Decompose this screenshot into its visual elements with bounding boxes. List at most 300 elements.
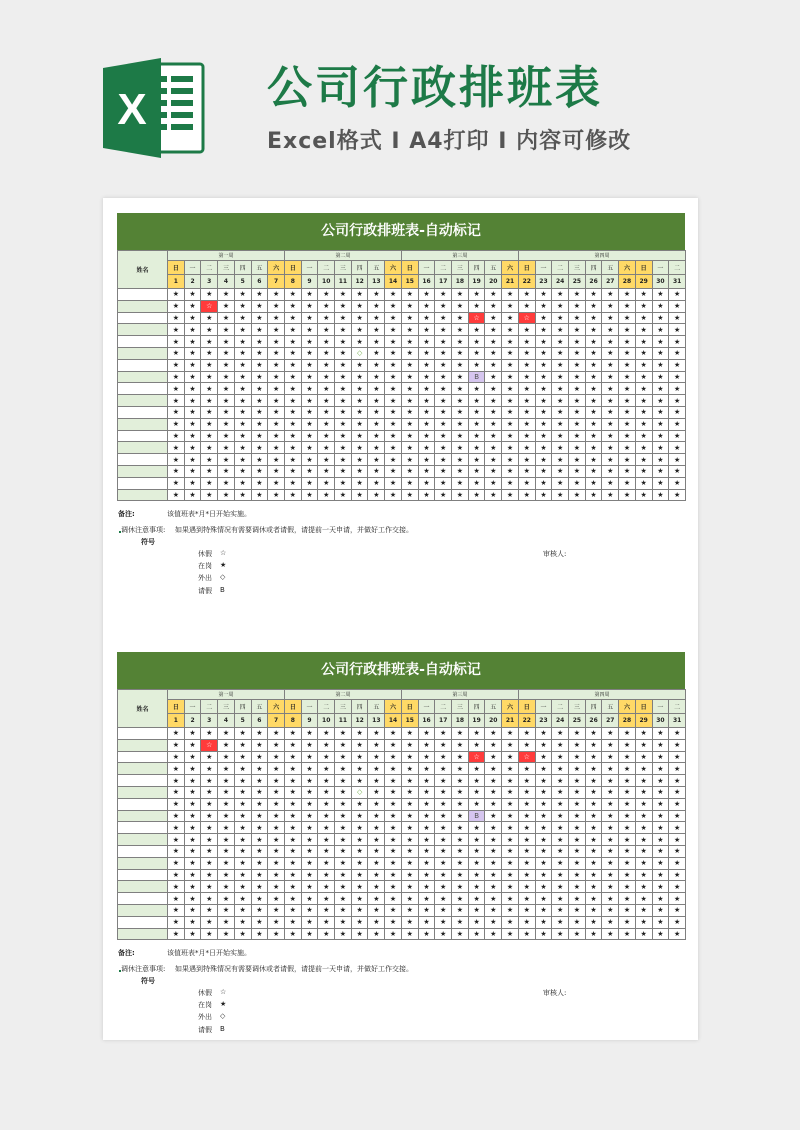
schedule-cell[interactable]: ★ [335,395,352,407]
schedule-cell[interactable]: ★ [318,324,335,336]
schedule-cell[interactable]: ★ [368,845,385,857]
schedule-cell[interactable]: ★ [284,336,301,348]
schedule-cell[interactable]: ★ [635,857,652,869]
schedule-cell[interactable]: ★ [335,347,352,359]
employee-name-cell[interactable] [118,383,168,395]
schedule-cell[interactable]: ★ [652,289,669,301]
schedule-cell[interactable]: ★ [184,822,201,834]
schedule-cell[interactable]: ★ [569,477,586,489]
schedule-cell[interactable]: ★ [201,916,218,928]
schedule-cell[interactable]: ★ [585,845,602,857]
schedule-cell[interactable]: ★ [201,418,218,430]
schedule-cell[interactable]: ★ [552,336,569,348]
schedule-cell[interactable]: ★ [168,383,185,395]
schedule-cell[interactable]: ★ [485,406,502,418]
schedule-cell[interactable]: ★ [585,312,602,324]
schedule-cell[interactable]: ★ [318,489,335,501]
schedule-cell[interactable]: ★ [485,324,502,336]
schedule-cell[interactable]: ★ [518,786,535,798]
schedule-cell[interactable]: ★ [168,751,185,763]
schedule-cell[interactable]: ★ [619,728,636,740]
schedule-cell[interactable]: ★ [234,289,251,301]
schedule-cell[interactable]: ★ [218,728,235,740]
schedule-cell[interactable]: ★ [535,786,552,798]
schedule-cell[interactable]: ★ [284,324,301,336]
schedule-cell[interactable]: ★ [284,928,301,940]
schedule-cell[interactable]: ★ [385,822,402,834]
schedule-cell[interactable]: ★ [268,489,285,501]
schedule-cell[interactable]: ★ [385,728,402,740]
schedule-cell[interactable]: ★ [619,418,636,430]
schedule-cell[interactable]: ★ [368,739,385,751]
schedule-cell[interactable]: ★ [368,359,385,371]
schedule-cell[interactable]: ★ [669,395,686,407]
schedule-cell[interactable]: ★ [284,430,301,442]
schedule-cell[interactable]: ★ [318,312,335,324]
schedule-cell[interactable]: ★ [602,477,619,489]
schedule-cell[interactable]: ★ [318,359,335,371]
schedule-cell[interactable]: ★ [552,810,569,822]
schedule-cell[interactable]: ★ [518,857,535,869]
schedule-cell[interactable]: ★ [234,489,251,501]
schedule-cell[interactable]: ★ [602,928,619,940]
schedule-cell[interactable]: ★ [385,798,402,810]
schedule-cell[interactable]: ★ [535,442,552,454]
schedule-cell[interactable]: ★ [218,857,235,869]
schedule-cell[interactable]: ★ [552,312,569,324]
schedule-cell[interactable]: B [468,371,485,383]
schedule-cell[interactable]: ★ [184,359,201,371]
schedule-cell[interactable]: ★ [351,406,368,418]
schedule-cell[interactable]: ★ [435,763,452,775]
schedule-cell[interactable]: ☆ [201,739,218,751]
schedule-cell[interactable]: ★ [301,312,318,324]
schedule-cell[interactable]: ★ [168,834,185,846]
schedule-cell[interactable]: ★ [468,857,485,869]
schedule-cell[interactable]: ★ [401,869,418,881]
schedule-cell[interactable]: ★ [301,904,318,916]
schedule-cell[interactable]: ★ [468,477,485,489]
schedule-cell[interactable]: ★ [468,798,485,810]
schedule-cell[interactable]: ★ [635,928,652,940]
schedule-cell[interactable]: ★ [284,300,301,312]
schedule-cell[interactable]: ★ [401,489,418,501]
schedule-cell[interactable]: ★ [418,324,435,336]
schedule-cell[interactable]: ★ [602,383,619,395]
schedule-cell[interactable]: ★ [435,786,452,798]
schedule-cell[interactable]: ★ [301,739,318,751]
schedule-cell[interactable]: ★ [669,289,686,301]
schedule-cell[interactable]: ★ [669,465,686,477]
schedule-cell[interactable]: ★ [569,763,586,775]
schedule-cell[interactable]: ★ [318,347,335,359]
schedule-cell[interactable]: ★ [635,371,652,383]
schedule-cell[interactable]: ★ [301,786,318,798]
schedule-cell[interactable]: ★ [619,916,636,928]
schedule-cell[interactable]: ★ [184,904,201,916]
schedule-cell[interactable]: ★ [485,300,502,312]
schedule-cell[interactable]: ★ [468,454,485,466]
schedule-cell[interactable]: ★ [518,465,535,477]
schedule-cell[interactable]: ☆ [518,312,535,324]
schedule-cell[interactable]: ★ [418,728,435,740]
schedule-cell[interactable]: ★ [368,324,385,336]
schedule-cell[interactable]: ★ [468,881,485,893]
schedule-cell[interactable]: ★ [335,465,352,477]
schedule-cell[interactable]: ★ [452,359,469,371]
schedule-cell[interactable]: ★ [602,798,619,810]
schedule-cell[interactable]: ★ [234,786,251,798]
schedule-cell[interactable]: ★ [418,916,435,928]
schedule-cell[interactable]: ★ [335,845,352,857]
schedule-cell[interactable]: ★ [468,869,485,881]
schedule-cell[interactable]: ★ [385,751,402,763]
schedule-cell[interactable]: ★ [385,881,402,893]
schedule-cell[interactable]: ★ [535,300,552,312]
schedule-cell[interactable]: ★ [552,477,569,489]
schedule-cell[interactable]: ★ [569,336,586,348]
schedule-cell[interactable]: ★ [669,845,686,857]
schedule-cell[interactable]: ★ [351,810,368,822]
schedule-cell[interactable]: ★ [184,347,201,359]
schedule-cell[interactable]: ★ [184,371,201,383]
schedule-cell[interactable]: ★ [401,881,418,893]
schedule-cell[interactable]: ★ [569,465,586,477]
schedule-cell[interactable]: ★ [569,406,586,418]
schedule-cell[interactable]: ★ [301,371,318,383]
schedule-cell[interactable]: ★ [284,857,301,869]
schedule-cell[interactable]: ★ [251,371,268,383]
schedule-cell[interactable]: ★ [452,834,469,846]
schedule-cell[interactable]: ★ [552,751,569,763]
schedule-cell[interactable]: ★ [168,786,185,798]
schedule-cell[interactable]: ★ [485,775,502,787]
schedule-cell[interactable]: ★ [535,336,552,348]
schedule-cell[interactable]: ★ [234,418,251,430]
schedule-cell[interactable]: ★ [184,477,201,489]
schedule-cell[interactable]: ★ [652,751,669,763]
schedule-cell[interactable]: ★ [435,300,452,312]
schedule-cell[interactable]: ★ [669,371,686,383]
schedule-cell[interactable]: ★ [452,300,469,312]
schedule-cell[interactable]: ★ [201,347,218,359]
schedule-cell[interactable]: ★ [502,845,519,857]
schedule-cell[interactable]: ★ [335,916,352,928]
schedule-cell[interactable]: ★ [585,893,602,905]
schedule-cell[interactable]: ★ [335,904,352,916]
schedule-cell[interactable]: ★ [535,418,552,430]
schedule-cell[interactable]: ★ [502,916,519,928]
schedule-cell[interactable]: ★ [251,454,268,466]
schedule-cell[interactable]: ★ [351,289,368,301]
schedule-cell[interactable]: ★ [301,845,318,857]
schedule-cell[interactable]: ★ [518,359,535,371]
schedule-cell[interactable]: ★ [635,442,652,454]
schedule-cell[interactable]: ★ [301,928,318,940]
schedule-cell[interactable]: ★ [301,359,318,371]
schedule-cell[interactable]: ★ [602,418,619,430]
schedule-cell[interactable]: ★ [652,775,669,787]
schedule-cell[interactable]: ★ [251,834,268,846]
schedule-cell[interactable]: ★ [234,916,251,928]
schedule-cell[interactable]: ★ [485,489,502,501]
schedule-cell[interactable]: ★ [301,289,318,301]
schedule-cell[interactable]: ★ [619,763,636,775]
schedule-cell[interactable]: ★ [234,406,251,418]
schedule-cell[interactable]: ★ [485,810,502,822]
schedule-cell[interactable]: ★ [602,763,619,775]
schedule-cell[interactable]: ★ [635,347,652,359]
schedule-cell[interactable]: ★ [251,489,268,501]
schedule-cell[interactable]: ★ [385,347,402,359]
schedule-cell[interactable]: ★ [234,822,251,834]
employee-name-cell[interactable] [118,371,168,383]
schedule-cell[interactable]: ★ [635,751,652,763]
schedule-cell[interactable]: ★ [619,300,636,312]
schedule-cell[interactable]: ★ [502,406,519,418]
schedule-cell[interactable]: ★ [652,418,669,430]
schedule-cell[interactable]: ★ [552,465,569,477]
schedule-cell[interactable]: ★ [318,442,335,454]
schedule-cell[interactable]: ★ [652,786,669,798]
schedule-cell[interactable]: ★ [218,775,235,787]
schedule-cell[interactable]: ★ [368,834,385,846]
employee-name-cell[interactable] [118,324,168,336]
schedule-cell[interactable]: ☆ [468,751,485,763]
schedule-cell[interactable]: ★ [485,418,502,430]
schedule-cell[interactable]: ★ [234,312,251,324]
schedule-cell[interactable]: ★ [569,395,586,407]
schedule-cell[interactable]: ★ [535,465,552,477]
schedule-cell[interactable]: ★ [301,300,318,312]
schedule-cell[interactable]: ★ [635,845,652,857]
employee-name-cell[interactable] [118,775,168,787]
schedule-cell[interactable]: ★ [318,857,335,869]
schedule-cell[interactable]: ★ [335,834,352,846]
schedule-cell[interactable]: ★ [251,336,268,348]
schedule-cell[interactable]: ★ [468,359,485,371]
schedule-cell[interactable]: ★ [418,347,435,359]
employee-name-cell[interactable] [118,395,168,407]
schedule-cell[interactable]: ★ [335,430,352,442]
schedule-cell[interactable]: ★ [485,454,502,466]
schedule-cell[interactable]: ★ [485,904,502,916]
schedule-cell[interactable]: ★ [485,728,502,740]
schedule-cell[interactable]: ★ [485,289,502,301]
schedule-cell[interactable]: ★ [368,751,385,763]
schedule-cell[interactable]: ★ [168,916,185,928]
schedule-cell[interactable]: ★ [535,728,552,740]
schedule-cell[interactable]: ★ [452,289,469,301]
schedule-cell[interactable]: ★ [284,869,301,881]
schedule-cell[interactable]: ★ [251,786,268,798]
schedule-cell[interactable]: ★ [401,324,418,336]
schedule-cell[interactable]: ★ [385,857,402,869]
schedule-cell[interactable]: ★ [468,395,485,407]
schedule-cell[interactable]: ★ [351,763,368,775]
schedule-cell[interactable]: ★ [619,406,636,418]
schedule-cell[interactable]: ★ [418,371,435,383]
schedule-cell[interactable]: ★ [284,798,301,810]
employee-name-cell[interactable] [118,893,168,905]
schedule-cell[interactable]: ★ [635,300,652,312]
schedule-cell[interactable]: ★ [201,810,218,822]
schedule-cell[interactable]: ★ [452,869,469,881]
schedule-cell[interactable]: ★ [218,383,235,395]
schedule-cell[interactable]: ★ [502,395,519,407]
schedule-cell[interactable]: ★ [485,822,502,834]
schedule-cell[interactable]: ★ [569,786,586,798]
schedule-cell[interactable]: ★ [535,489,552,501]
schedule-cell[interactable]: ★ [234,395,251,407]
schedule-cell[interactable]: ★ [619,739,636,751]
schedule-cell[interactable]: ★ [401,775,418,787]
schedule-cell[interactable]: ★ [251,739,268,751]
schedule-cell[interactable]: ★ [368,916,385,928]
schedule-cell[interactable]: ◇ [351,347,368,359]
schedule-cell[interactable]: ★ [619,454,636,466]
schedule-cell[interactable]: ★ [251,406,268,418]
schedule-cell[interactable]: ★ [485,383,502,395]
schedule-cell[interactable]: ★ [284,775,301,787]
schedule-cell[interactable]: ★ [485,739,502,751]
schedule-cell[interactable]: ★ [268,739,285,751]
schedule-cell[interactable]: ★ [452,324,469,336]
schedule-cell[interactable]: ★ [301,857,318,869]
schedule-cell[interactable]: ★ [569,751,586,763]
schedule-cell[interactable]: ★ [485,477,502,489]
schedule-cell[interactable]: ★ [535,395,552,407]
schedule-cell[interactable]: ★ [385,418,402,430]
schedule-cell[interactable]: ★ [218,916,235,928]
schedule-cell[interactable]: ★ [619,928,636,940]
schedule-cell[interactable]: ★ [201,751,218,763]
schedule-cell[interactable]: ★ [368,312,385,324]
schedule-cell[interactable]: ★ [268,395,285,407]
schedule-cell[interactable]: ★ [585,869,602,881]
schedule-cell[interactable]: ★ [268,336,285,348]
schedule-cell[interactable]: ★ [218,324,235,336]
schedule-cell[interactable]: ★ [502,347,519,359]
schedule-cell[interactable]: ★ [385,442,402,454]
schedule-cell[interactable]: ★ [284,786,301,798]
schedule-cell[interactable]: ★ [301,430,318,442]
schedule-cell[interactable]: ★ [335,489,352,501]
schedule-cell[interactable]: ★ [652,881,669,893]
schedule-cell[interactable]: ★ [485,465,502,477]
schedule-cell[interactable]: ★ [468,383,485,395]
schedule-cell[interactable]: ★ [385,928,402,940]
schedule-cell[interactable]: ★ [168,371,185,383]
schedule-cell[interactable]: ★ [669,857,686,869]
schedule-cell[interactable]: ★ [485,893,502,905]
employee-name-cell[interactable] [118,430,168,442]
schedule-cell[interactable]: ★ [251,798,268,810]
schedule-cell[interactable]: ★ [351,798,368,810]
schedule-cell[interactable]: ★ [218,739,235,751]
schedule-cell[interactable]: ★ [452,916,469,928]
schedule-cell[interactable]: ★ [268,324,285,336]
schedule-cell[interactable]: ★ [268,406,285,418]
schedule-cell[interactable]: ★ [301,489,318,501]
schedule-cell[interactable]: ★ [318,395,335,407]
schedule-cell[interactable]: ★ [318,845,335,857]
schedule-cell[interactable]: ★ [569,834,586,846]
schedule-cell[interactable]: ★ [502,383,519,395]
schedule-cell[interactable]: ★ [268,881,285,893]
schedule-cell[interactable]: ★ [251,442,268,454]
employee-name-cell[interactable] [118,916,168,928]
schedule-cell[interactable]: ★ [535,763,552,775]
schedule-cell[interactable]: ★ [435,822,452,834]
schedule-cell[interactable]: ★ [669,347,686,359]
schedule-cell[interactable]: ★ [218,881,235,893]
schedule-cell[interactable]: ★ [602,371,619,383]
schedule-cell[interactable]: ★ [201,845,218,857]
schedule-cell[interactable]: ★ [251,289,268,301]
schedule-cell[interactable]: ★ [569,347,586,359]
schedule-cell[interactable]: ★ [351,418,368,430]
schedule-cell[interactable]: ★ [518,442,535,454]
employee-name-cell[interactable] [118,810,168,822]
schedule-cell[interactable]: ★ [335,822,352,834]
schedule-cell[interactable]: ★ [385,312,402,324]
schedule-cell[interactable]: ★ [168,775,185,787]
schedule-cell[interactable]: ★ [368,454,385,466]
schedule-cell[interactable]: ★ [635,465,652,477]
schedule-cell[interactable]: ★ [234,324,251,336]
schedule-cell[interactable]: ★ [652,916,669,928]
schedule-cell[interactable]: ★ [168,430,185,442]
schedule-cell[interactable]: ★ [635,336,652,348]
schedule-cell[interactable]: ★ [385,845,402,857]
schedule-cell[interactable]: ★ [569,822,586,834]
schedule-cell[interactable]: ★ [585,336,602,348]
schedule-cell[interactable]: ★ [318,300,335,312]
schedule-cell[interactable]: ★ [619,465,636,477]
schedule-cell[interactable]: ★ [652,857,669,869]
schedule-cell[interactable]: ★ [452,798,469,810]
schedule-cell[interactable]: ★ [268,904,285,916]
schedule-cell[interactable]: ★ [234,442,251,454]
schedule-cell[interactable]: ★ [435,477,452,489]
schedule-cell[interactable]: ★ [284,359,301,371]
schedule-cell[interactable]: ★ [368,928,385,940]
schedule-cell[interactable]: ★ [168,359,185,371]
schedule-cell[interactable]: ★ [635,728,652,740]
schedule-cell[interactable]: ★ [218,395,235,407]
schedule-cell[interactable]: ★ [619,786,636,798]
employee-name-cell[interactable] [118,347,168,359]
schedule-cell[interactable]: ★ [502,371,519,383]
schedule-cell[interactable]: ★ [435,893,452,905]
schedule-cell[interactable]: ★ [168,406,185,418]
schedule-cell[interactable]: ★ [201,465,218,477]
schedule-cell[interactable]: ★ [184,775,201,787]
schedule-cell[interactable]: ★ [218,442,235,454]
schedule-cell[interactable]: ★ [268,359,285,371]
schedule-cell[interactable]: ★ [502,763,519,775]
schedule-cell[interactable]: ★ [485,916,502,928]
schedule-cell[interactable]: ★ [518,810,535,822]
schedule-cell[interactable]: ★ [268,857,285,869]
schedule-cell[interactable]: ★ [168,810,185,822]
schedule-cell[interactable]: ★ [602,739,619,751]
schedule-cell[interactable]: ★ [518,928,535,940]
schedule-cell[interactable]: ★ [368,442,385,454]
schedule-cell[interactable]: ★ [335,751,352,763]
schedule-cell[interactable]: ★ [435,881,452,893]
